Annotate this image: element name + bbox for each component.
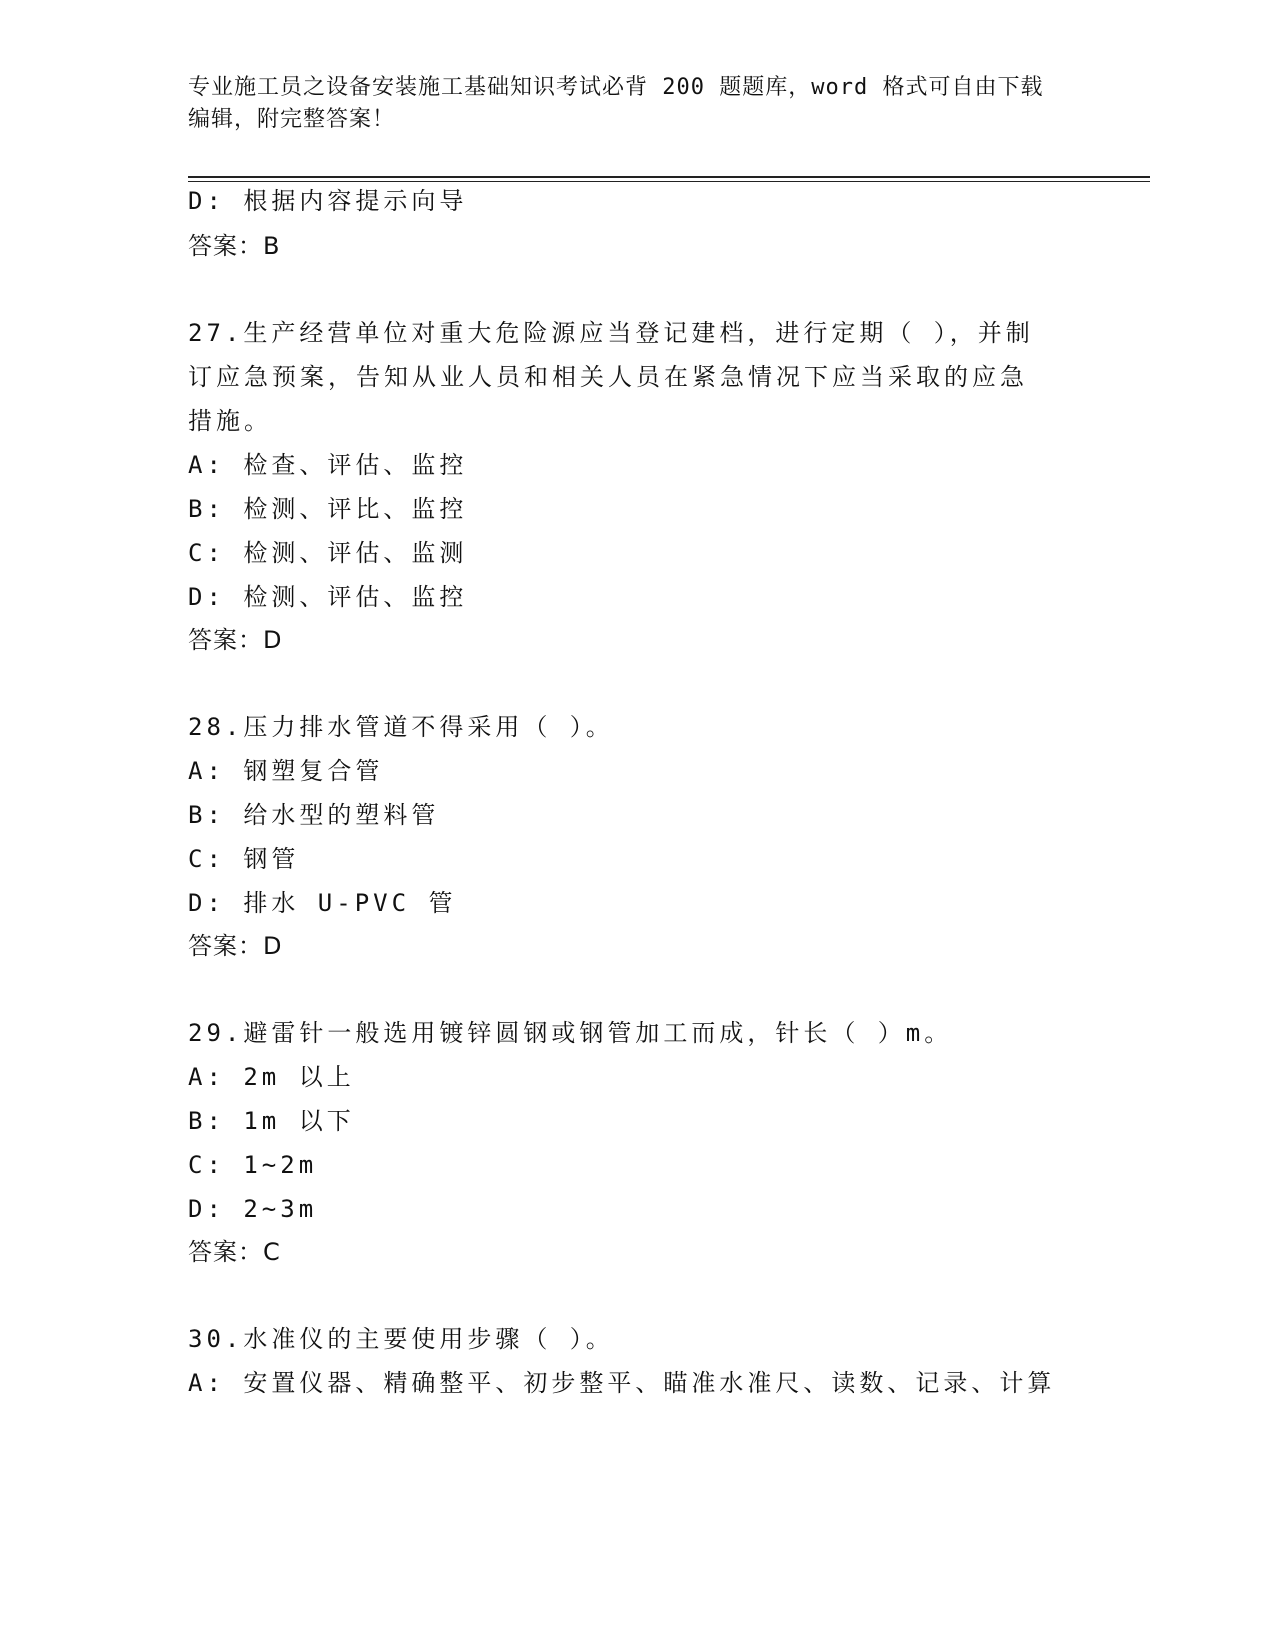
q27-stem-line-3: 措施。 xyxy=(188,407,272,435)
q29-answer: 答案：C xyxy=(188,1238,281,1266)
q29-option-d: D: 2~3m xyxy=(188,1195,318,1223)
header-divider-thick xyxy=(188,176,1150,178)
document-header xyxy=(188,72,1068,136)
q29-option-a: A: 2m 以上 xyxy=(188,1063,355,1091)
q27-option-b: B: 检测、评比、监控 xyxy=(188,495,468,523)
q29-option-c: C: 1~2m xyxy=(188,1151,318,1179)
q28-stem-line-1: 28.压力排水管道不得采用（ ）。 xyxy=(188,713,614,741)
prev-option-d: D: 根据内容提示向导 xyxy=(188,187,468,215)
q27-option-a: A: 检查、评估、监控 xyxy=(188,451,468,479)
q27-option-d: D: 检测、评估、监控 xyxy=(188,583,468,611)
q30-option-a: A: 安置仪器、精确整平、初步整平、瞄准水准尺、读数、记录、计算 xyxy=(188,1369,1056,1397)
q27-stem-line-1: 27.生产经营单位对重大危险源应当登记建档，进行定期（ ），并制 xyxy=(188,319,1034,347)
header-divider-thin xyxy=(188,181,1150,182)
q28-option-a: A: 钢塑复合管 xyxy=(188,757,384,785)
q27-answer: 答案：D xyxy=(188,626,283,654)
q28-option-b: B: 给水型的塑料管 xyxy=(188,801,440,829)
header-line-1: 专业施工员之设备安装施工基础知识考试必背 200 题题库，word 格式可自由下载 xyxy=(188,75,1044,100)
q28-answer: 答案：D xyxy=(188,932,283,960)
q28-option-c: C: 钢管 xyxy=(188,845,300,873)
q27-stem-line-2: 订应急预案，告知从业人员和相关人员在紧急情况下应当采取的应急 xyxy=(188,363,1028,391)
q27-option-c: C: 检测、评估、监测 xyxy=(188,539,468,567)
q28-option-d: D: 排水 U-PVC 管 xyxy=(188,889,457,917)
prev-answer: 答案：B xyxy=(188,232,281,260)
q30-stem-line-1: 30.水准仪的主要使用步骤（ ）。 xyxy=(188,1325,614,1353)
q29-option-b: B: 1m 以下 xyxy=(188,1107,355,1135)
header-line-2: 编辑，附完整答案！ xyxy=(188,107,396,132)
q29-stem-line-1: 29.避雷针一般选用镀锌圆钢或钢管加工而成，针长（ ）m。 xyxy=(188,1019,953,1047)
